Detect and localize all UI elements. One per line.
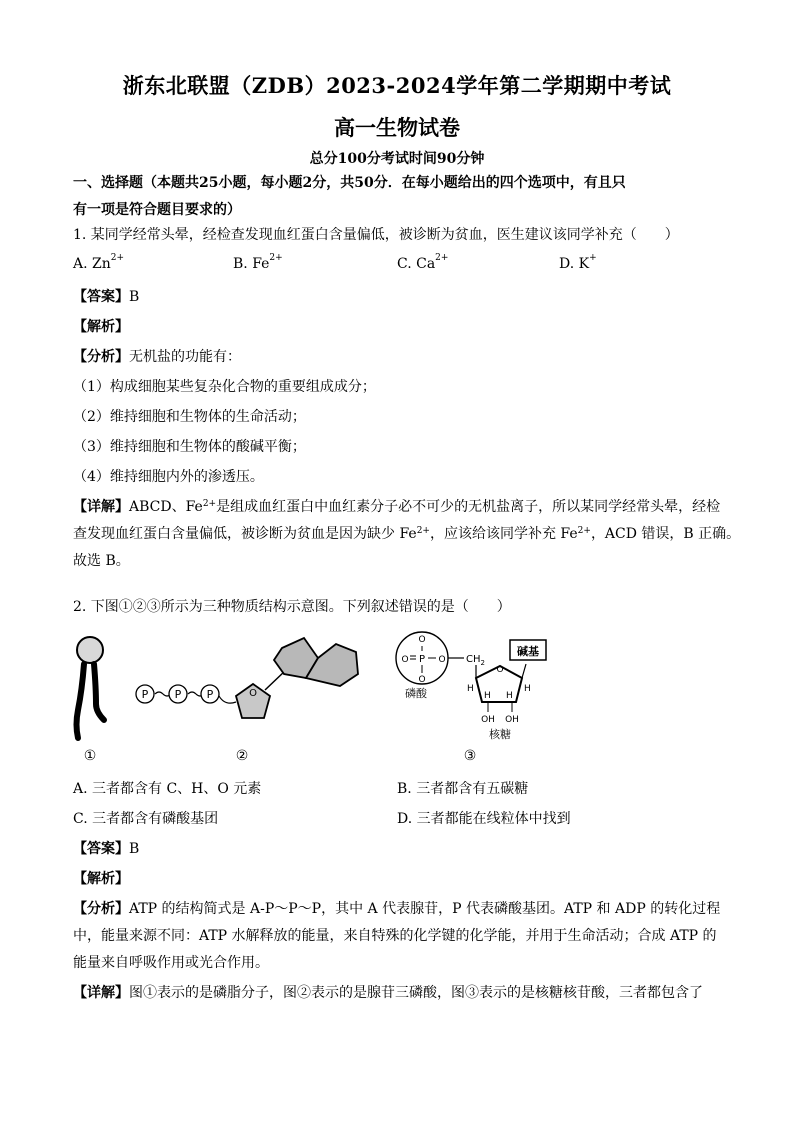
q1-detail-line3: 故选 B。 bbox=[73, 553, 130, 569]
q2-stem bbox=[73, 594, 721, 621]
section-heading-line2: 有一项是符合题目要求的） bbox=[73, 202, 241, 218]
q1-answer-tag: 【答案】 bbox=[73, 289, 129, 305]
q1-fenxi-text: 无机盐的功能有： bbox=[129, 349, 241, 365]
q1-solution bbox=[73, 284, 741, 575]
nucleotide-figure bbox=[396, 632, 546, 741]
q1-fenxi-tag: 【分析】 bbox=[73, 349, 129, 365]
q2-options-row2 bbox=[73, 808, 721, 832]
q1-option-b-label: B. Fe bbox=[233, 256, 270, 272]
q1-detail-l2a: 查发现血红蛋白含量偏低，被诊断为贫血是因为缺少 Fe bbox=[73, 526, 417, 542]
q1-option-c-sup: 2+ bbox=[435, 253, 449, 263]
exam-subject: 高一生物试卷 bbox=[334, 115, 460, 140]
phosphate-o-top: O bbox=[418, 635, 426, 645]
q1-stem bbox=[73, 222, 721, 249]
q1-point-1: （1）构成细胞某些复杂化合物的重要组成成分； bbox=[73, 379, 376, 395]
q1-point-4: （4）维持细胞内外的渗透压。 bbox=[73, 469, 264, 485]
q1-fenxi bbox=[73, 344, 721, 371]
q1-option-c bbox=[397, 253, 449, 272]
q1-option-b bbox=[233, 253, 283, 272]
q2-figure bbox=[60, 620, 740, 770]
ribose-oh1: OH bbox=[481, 715, 495, 725]
q1-detail-l1b: 是组成血红蛋白中血红素分子必不可少的无机盐离子，所以某同学经常头晕，经检 bbox=[216, 499, 721, 515]
q2-option-b: B. 三者都含有五碳糖 bbox=[397, 781, 529, 797]
q2-stem-text: 2. 下图①②③所示为三种物质结构示意图。下列叙述错误的是（ ） bbox=[73, 599, 511, 615]
base-label: 碱基 bbox=[517, 645, 539, 658]
phospholipid-tail-2-icon bbox=[94, 664, 104, 720]
q2-solution bbox=[73, 836, 721, 1007]
q2-analysis-tag: 【解析】 bbox=[73, 871, 129, 887]
ch2-main: CH bbox=[466, 654, 481, 665]
q1-detail-l2-sup1: 2+ bbox=[416, 526, 430, 536]
ribose-oh2: OH bbox=[505, 715, 519, 725]
ch2-sub: 2 bbox=[480, 659, 485, 667]
ribose-h1: H bbox=[467, 684, 474, 694]
q2-detail-tag: 【详解】 bbox=[73, 985, 129, 1001]
q2-answer-value: B bbox=[129, 841, 140, 857]
q2-fenxi-line2: 中，能量来源不同：ATP 水解释放的能量，来自特殊的化学键的化学能，并用于生命活动；合成 ATP 的 bbox=[73, 928, 717, 944]
phospholipid-head-icon bbox=[77, 637, 103, 663]
q1-detail-l2-sup2: 2+ bbox=[577, 526, 591, 536]
q1-options bbox=[73, 253, 721, 280]
q1-option-a bbox=[73, 253, 125, 272]
q1-point-3: （3）维持细胞和生物体的酸碱平衡； bbox=[73, 439, 306, 455]
section-heading-line1: 一、选择题（本题共25小题，每小题2分，共50分．在每小题给出的四个选项中，有且只 bbox=[73, 175, 626, 191]
atp-p3-text: P bbox=[206, 688, 214, 701]
figure-label-2: ② bbox=[235, 748, 249, 764]
q2-option-d: D. 三者都能在线粒体中找到 bbox=[397, 811, 571, 827]
section-heading bbox=[73, 170, 721, 224]
exam-title: 浙东北联盟（ZDB）2023-2024学年第二学期期中考试 bbox=[122, 73, 672, 98]
ribose-h3: H bbox=[484, 691, 491, 701]
ribose-o-text: O bbox=[496, 665, 504, 675]
q1-option-c-label: C. Ca bbox=[397, 256, 436, 272]
q2-fenxi-line1 bbox=[73, 896, 721, 923]
phosphate-o-right: O bbox=[438, 655, 446, 665]
q1-detail-l1-sup: 2+ bbox=[202, 499, 217, 509]
atp-p2-text: P bbox=[174, 688, 182, 701]
sugar-label: 核糖 bbox=[489, 728, 511, 741]
q1-detail-line2 bbox=[73, 521, 741, 548]
phosphate-p-text: P bbox=[418, 654, 426, 665]
q1-detail-l2c: ，ACD 错误，B 正确。 bbox=[590, 526, 741, 542]
q2-detail-l1: 图①表示的是磷脂分子，图②表示的是腺苷三磷酸，图③表示的是核糖核苷酸，三者都包含了 bbox=[129, 985, 703, 1001]
figure-label-3: ③ bbox=[463, 748, 477, 764]
q2-answer bbox=[73, 836, 721, 863]
ribose-h4: H bbox=[506, 691, 513, 701]
q1-option-d-label: D. K bbox=[559, 256, 590, 272]
q1-option-d-sup: + bbox=[589, 253, 597, 263]
q1-detail-tag: 【详解】 bbox=[73, 499, 129, 515]
q1-detail-l1a: ABCD、Fe bbox=[129, 499, 203, 515]
q2-fenxi-tag: 【分析】 bbox=[73, 901, 129, 917]
phosphate-o-bottom: O bbox=[418, 675, 426, 685]
q1-answer-value: B bbox=[129, 289, 140, 305]
q2-option-c: C. 三者都含有磷酸基团 bbox=[73, 811, 219, 827]
q1-analysis-tag: 【解析】 bbox=[73, 319, 129, 335]
q1-stem-text: 1. 某同学经常头晕，经检查发现血红蛋白含量偏低，被诊断为贫血，医生建议该同学补充（ ） bbox=[73, 227, 679, 243]
atp-figure bbox=[136, 638, 358, 718]
phospholipid-tail-1-icon bbox=[77, 664, 85, 738]
q2-options-row1 bbox=[73, 778, 721, 802]
q2-fenxi-line3: 能量来自呼吸作用或光合作用。 bbox=[73, 955, 269, 971]
phospholipid-figure bbox=[77, 637, 105, 738]
q1-detail-line1 bbox=[73, 494, 721, 521]
atp-ribose-o-text: O bbox=[249, 688, 257, 699]
figure-label-1: ① bbox=[83, 748, 97, 764]
q2-answer-tag: 【答案】 bbox=[73, 841, 129, 857]
q2-option-a: A. 三者都含有 C、H、O 元素 bbox=[73, 781, 262, 797]
q1-option-a-label: A. Zn bbox=[73, 256, 111, 272]
exam-info: 总分100分考试时间90分钟 bbox=[309, 151, 485, 167]
q1-point-2: （2）维持细胞和生物体的生命活动； bbox=[73, 409, 306, 425]
atp-p1-text: P bbox=[141, 688, 149, 701]
adenine-ring-2-icon bbox=[306, 644, 358, 686]
q1-option-a-sup: 2+ bbox=[110, 253, 125, 263]
q1-option-d bbox=[559, 253, 597, 272]
phosphate-o-left: O bbox=[401, 655, 409, 665]
q1-answer bbox=[73, 284, 721, 311]
q2-detail-line1 bbox=[73, 980, 721, 1007]
phosphate-label: 磷酸 bbox=[405, 687, 427, 700]
q1-detail-l2b: ，应该给该同学补充 Fe bbox=[429, 526, 578, 542]
ribose-h2: H bbox=[524, 684, 531, 694]
q1-option-b-sup: 2+ bbox=[269, 253, 283, 263]
q2-fenxi-l1: ATP 的结构简式是 A-P～P～P，其中 A 代表腺苷，P 代表磷酸基团。ATP 和 ADP 的转化过程 bbox=[129, 901, 721, 917]
